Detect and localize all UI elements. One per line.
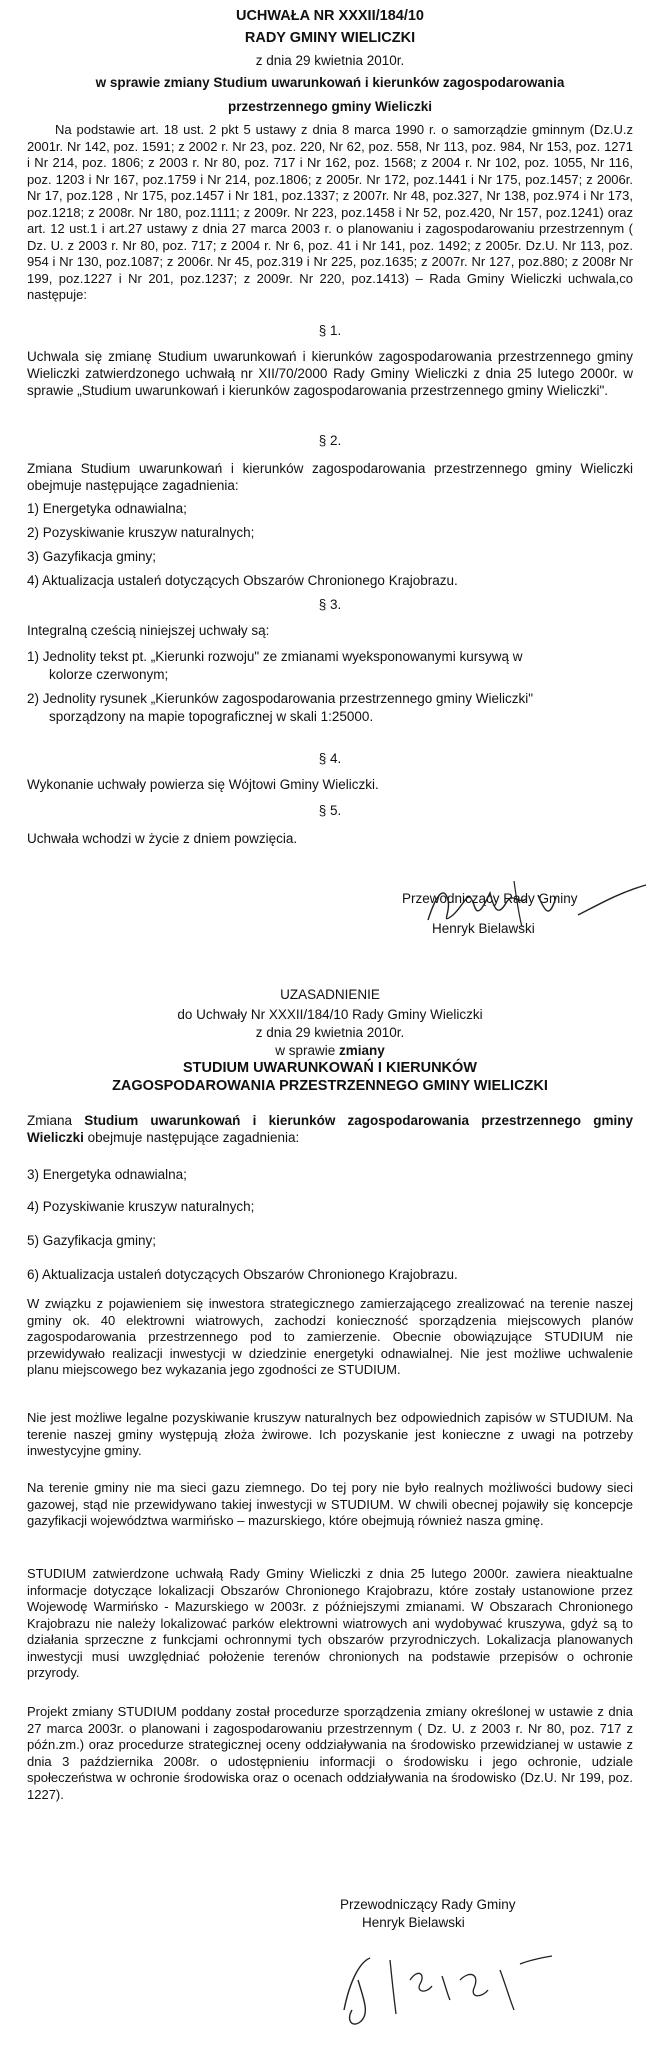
justification-paragraph-3: Na terenie gminy nie ma sieci gazu ziemnego. Do tej pory nie było realnych możliwości budowy sieci gazowej, stąd nie przewidywano takiej inwestycji w STUDIUM. W chwili obecnej pojawiły się koncepcje gazyfikacji województwa warmińsko – mazurskiego, które obejmują również nasza gminę.: [27, 1480, 633, 1528]
preamble: Na podstawie art. 18 ust. 2 pkt 5 ustawy z dnia 8 marca 1990 r. o samorządzie gminnym (Dz.U.z 2001r. Nr 142, poz. 1591; z 2002 r. Nr 23, poz. 220, Nr 62, poz. 558, Nr 113, poz. 984, Nr 153, poz. 1271 i Nr 214, poz. 1806; z 2003 r. Nr 80, poz. 717 i Nr 162, poz. 1568; z 2004 r. Nr 102, poz. 1055, Nr 116, poz. 1203 i Nr 167, poz.1759 i Nr 214, poz.1806; z 2005r. Nr 172, poz.1441 i Nr 175, poz.1457; z 2006r. Nr 17, poz.128 , Nr 175, poz.1457 i Nr 181, poz.1337; z 2007r. Nr 48, poz.327, Nr 138, poz.974 i Nr 173, poz.1218; z 2008r. Nr 180, poz.1111; z 2009r. Nr 223, poz.1458 i Nr 52, poz.420, Nr 157, poz.1241) oraz art. 12 ust.1 i art.27 ustawy z dnia 27 marca 2003 r. o planowaniu i zagospodarowaniu przestrzennym ( Dz. U. z 2003 r. Nr 80, poz. 717; z 2004 r. Nr 6, poz. 41 i Nr 141, poz. 1492; z 2005r. Dz.U. Nr 113, poz. 954 i Nr 130, poz.1087; z 2006r. Nr 45, poz.319 i Nr 225, poz.1635; z 2007r. Nr 127, poz.880; z 2008r Nr 199, poz.1227 i Nr 201, poz.1237; z 2009r. Nr 220, poz.1413) – Rada Gminy Wieliczki uchwala,co następuje:: [27, 122, 633, 302]
section-3-item-1: 1) Jednolity tekst pt. „Kierunki rozwoju" ze zmianami wyeksponowanymi kursywą w: [27, 649, 523, 664]
justification-intro-pre: Zmiana: [27, 1113, 85, 1128]
signature-2-role: Przewodniczący Rady Gminy: [340, 1897, 516, 1912]
justification-title: UZASADNIENIE: [280, 987, 380, 1002]
justification-intro-bold: Studium uwarunkowań i kierunków zagospodarowania przestrzennego gminy Wieliczki: [27, 1113, 633, 1145]
justification-paragraph-5: Projekt zmiany STUDIUM poddany został procedurze sporządzenia zmiany określonej w ustawie z dnia 27 marca 2003r. o planowani i zagospodarowaniu przestrzennym ( Dz. U. z 2003 r. Nr 80, poz. 717 z późn.zm.) oraz procedurze strategicznej oceny oddziaływania na środowisko przewidzianej w ustawie z dnia 3 października 2008r. o udostępnieniu informacji o środowisku i jego ochronie, udziale społeczeństwa w ochronie środowiska oraz o ocenach oddziaływania na środowisko (Dz.U. Nr 199, poz. 1227).: [27, 1704, 633, 1802]
section-4-text: Wykonanie uchwały powierza się Wójtowi Gminy Wieliczki.: [27, 777, 379, 792]
section-2-item-3: 3) Gazyfikacja gminy;: [27, 549, 157, 564]
justification-item-6: 6) Aktualizacja ustaleń dotyczących Obszarów Chronionego Krajobrazu.: [27, 1267, 458, 1282]
section-5-heading: § 5.: [318, 803, 342, 818]
justification-paragraph-4: STUDIUM zatwierdzone uchwałą Rady Gminy Wieliczki z dnia 25 lutego 2000r. zawiera nieaktualne informacje dotyczące lokalizacji Obszarów Chronionego Krajobrazu, które zostały ustanowione przez Wojewodę Warmińsko - Mazurskiego w 2003r. z późniejszymi zmianami. W Obszarach Chronionego Krajobrazu nie należy lokalizować parków elektrowni wiatrowych ani wydobywać kruszywa, gdyż są to działania sprzeczne z funkcjami ochronnymi tych obszarów przyrodniczych. Lokalizacja planowanych inwestycji musi uwzględniać położenie terenów chronionych na podstawie przepisów o ochronie przyrody.: [27, 1566, 633, 1680]
section-3-intro: Integralną cześcią niniejszej uchwały są:: [27, 623, 270, 638]
signature-1-name: Henryk Bielawski: [432, 921, 535, 936]
section-2-item-1: 1) Energetyka odnawialna;: [27, 501, 187, 516]
resolution-date: z dnia 29 kwietnia 2010r.: [255, 53, 405, 68]
subject-line-1: w sprawie zmiany Studium uwarunkowań i kierunków zagospodarowania: [95, 75, 565, 90]
section-1-text: Uchwala się zmianę Studium uwarunkowań i kierunków zagospodarowania przestrzennego gminy Wieliczki zatwierdzonego uchwałą nr XII/70/2000 Rady Gminy Wieliczki z dnia 25 lutego 2000r. w sprawie „Studium uwarunkowań i kierunków zagospodarowania przestrzennego gminy Wieliczki".: [27, 349, 633, 398]
justification-intro: [27, 1112, 633, 1146]
justification-item-4: 4) Pozyskiwanie kruszyw naturalnych;: [27, 1199, 255, 1214]
justification-subject-bold: zmiany: [339, 1043, 385, 1058]
resolution-number: UCHWAŁA NR XXXII/184/10: [235, 8, 424, 24]
justification-intro-post: obejmuje następujące zagadnienia:: [83, 1130, 300, 1145]
justification-subject-prefix: w sprawie: [275, 1043, 339, 1058]
section-3-heading: § 3.: [318, 597, 342, 612]
section-2-item-4: 4) Aktualizacja ustaleń dotyczących Obszarów Chronionego Krajobrazu.: [27, 573, 458, 588]
signature-2-name: Henryk Bielawski: [362, 1915, 465, 1930]
section-2-item-2: 2) Pozyskiwanie kruszyw naturalnych;: [27, 525, 255, 540]
justification-item-5: 5) Gazyfikacja gminy;: [27, 1233, 157, 1248]
section-3-item-2: 2) Jednolity rysunek „Kierunków zagospodarowania przestrzennego gminy Wieliczki": [27, 691, 534, 706]
justification-paragraph-1: W związku z pojawieniem się inwestora strategicznego zamierzającego zrealizować na terenie naszej gminy ok. 40 elektrowni wiatrowych, zachodzi konieczność sporządzenia miejscowych planów zagospodarowania przestrzennego pod to zamierzenie. Obecnie obowiązujące STUDIUM nie przewidywało realizacji inwestycji w dziedzinie energetyki odnawialnej. Nie jest możliwe uchwalenie planu miejscowego bez wykazania jego zgodności ze STUDIUM.: [27, 1296, 633, 1377]
signature-1-role: Przewodniczący Rady Gminy: [402, 891, 578, 906]
section-2-intro: Zmiana Studium uwarunkowań i kierunków zagospodarowania przestrzennego gminy Wieliczki obejmuje następujące zagadnienia:: [27, 461, 633, 493]
section-3-item-2-cont: sporządzony na mapie topograficznej w skali 1:25000.: [49, 709, 374, 724]
justification-paragraph-2: Nie jest możliwe legalne pozyskiwanie kruszyw naturalnych bez odpowiednich zapisów w STUDIUM. Na terenie naszej gminy występują złoża żwirowe. Ich pozyskanie jest konieczne z uwagi na potrzeby inwestycyjne gminy.: [27, 1410, 633, 1458]
handwritten-signature-2: [330, 1940, 590, 2030]
section-1-heading: § 1.: [318, 323, 342, 338]
justification-heading-2: ZAGOSPODAROWANIA PRZESTRZENNEGO GMINY WIELICZKI: [112, 1078, 548, 1094]
section-5-text: Uchwała wchodzi w życie z dniem powzięcia.: [27, 831, 298, 846]
handwritten-signature-1: [418, 875, 658, 935]
subject-line-2: przestrzennego gminy Wieliczki: [228, 99, 432, 114]
section-3-item-1-cont: kolorze czerwonym;: [49, 667, 169, 682]
section-4-heading: § 4.: [318, 751, 342, 766]
council-name: RADY GMINY WIELICZKI: [244, 30, 416, 46]
justification-subject: [0, 1042, 660, 1059]
justification-item-3: 3) Energetyka odnawialna;: [27, 1167, 187, 1182]
justification-date: z dnia 29 kwietnia 2010r.: [255, 1025, 405, 1040]
justification-ref: do Uchwały Nr XXXII/184/10 Rady Gminy Wieliczki: [177, 1007, 483, 1022]
section-2-heading: § 2.: [318, 433, 342, 448]
justification-heading-1: STUDIUM UWARUNKOWAŃ I KIERUNKÓW: [182, 1060, 477, 1076]
